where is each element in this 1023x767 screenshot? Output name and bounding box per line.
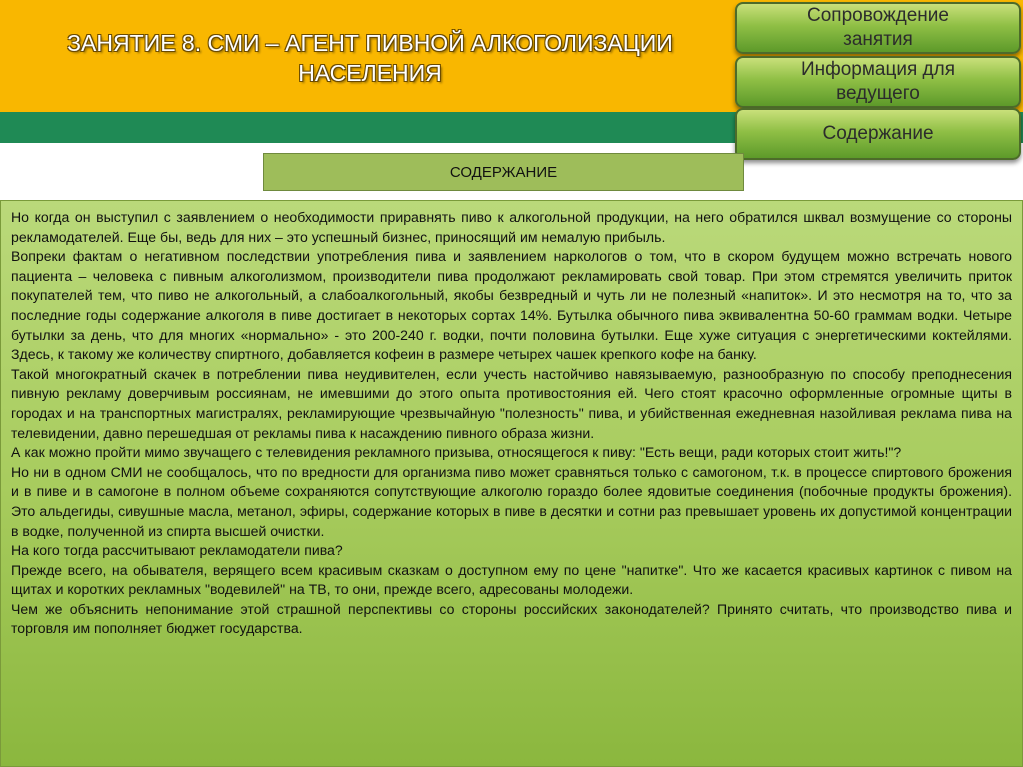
- nav-button-host-info-line-2: ведущего: [836, 83, 920, 104]
- content-paragraph: Но когда он выступил с заявлением о необходимости приравнять пиво к алкогольной продукции, на него обратился шквал возмущение со стороны рекламодателей. Еще бы, ведь для них – это успешный бизнес, приносящий им немалую прибыль.: [11, 209, 1012, 245]
- section-label-text: СОДЕРЖАНИЕ: [449, 163, 558, 181]
- nav-button-content-label: Содержание: [822, 123, 934, 144]
- nav-button-lesson-support[interactable]: [735, 2, 1021, 54]
- page-title: [40, 28, 700, 88]
- nav-button-host-info[interactable]: [735, 56, 1021, 108]
- content-panel: [0, 200, 1023, 767]
- content-paragraph: На кого тогда рассчитывают рекламодатели пива?: [11, 542, 343, 559]
- section-label: [263, 153, 744, 191]
- content-paragraph: Прежде всего, на обывателя, верящего всем красивым сказкам о доступном ему по цене "напитке". Что же касается красивых картинок с пивом на щитах и коротких рекламных "водевилей" на ТВ, то они, прежде всего, адресованы молодежи.: [11, 561, 1012, 598]
- content-paragraph: А как можно пройти мимо звучащего с телевидения рекламного призыва, относящегося к пиву: "Есть вещи, ради которых стоит жить!"?: [11, 444, 902, 461]
- content-paragraph: Такой многократный скачек в потреблении пива неудивителен, если учесть настойчиво навязываемую, разнообразную по способу преподнесения пивную рекламу доверчивым россиянам, не имевшими до этого опыта противостояния ей. Чего стоят красочно оформленные огромные щиты в городах и на транспортных магистралях, рекламирующие чрезвычайную "полезность" пива, и убийственная ежедневная назойливая реклама пива на телевидении, давно перешедшая от рекламы пива к насаждению пивного образа жизни.: [11, 365, 1012, 441]
- nav-button-lesson-support-line-1: Сопровождение: [807, 5, 949, 26]
- nav-button-host-info-line-1: Информация для: [800, 59, 956, 80]
- content-paragraph: Чем же объяснить непонимание этой страшной перспективы со стороны российских законодателей? Принято считать, что производство пива и торговля им пополняет бюджет государства.: [11, 600, 1012, 637]
- nav-button-content[interactable]: [735, 108, 1021, 160]
- content-paragraph: Вопреки фактам о негативном последствии употребления пива и заявлением наркологов о том, что в скором будущем можно встречать нового пациента – человека с пивным алкоголизмом, производители пива продолжают рекламировать свой товар. При этом стремятся увеличить приток покупателей тем, что пиво не алкогольный, а слабоалкогольный, якобы безвредный и чуть ли не полезный «напиток». И это несмотря на то, что за последние годы содержание алкоголя в пиве достигает в некоторых сортах 14%. Бутылка обычного пива эквивалентна 50-60 граммам водки. Четыре бутылки за день, что для многих «нормально» - это 200-240 г. водки, почти половина бутылки. Еще хуже ситуация с энергетическими коктейлями. Здесь, к такому же количеству спиртного, добавляется кофеин в размере четырех чашек крепкого кофе на банку.: [11, 248, 1012, 363]
- content-paragraph: Но ни в одном СМИ не сообщалось, что по вредности для организма пиво может сравняться только с самогоном, т.к. в процессе спиртового брожения и в пиве и в самогоне в полном объеме сохраняются сопутствующие алкоголю гораздо более ядовитые соединения (побочные продукты брожения). Это альдегиды, сивушные масла, метанол, эфиры, содержание которых в пиве в десятки и сотни раз превышает уровень их допустимой концентрации в водке, полученной из спирта высшей очистки.: [11, 463, 1012, 539]
- nav-button-lesson-support-line-2: занятия: [843, 29, 913, 50]
- page-title-line-1: ЗАНЯТИЕ 8. СМИ – АГЕНТ ПИВНОЙ АЛКОГОЛИЗАЦИИ: [67, 30, 673, 56]
- page-title-line-2: НАСЕЛЕНИЯ: [298, 60, 442, 86]
